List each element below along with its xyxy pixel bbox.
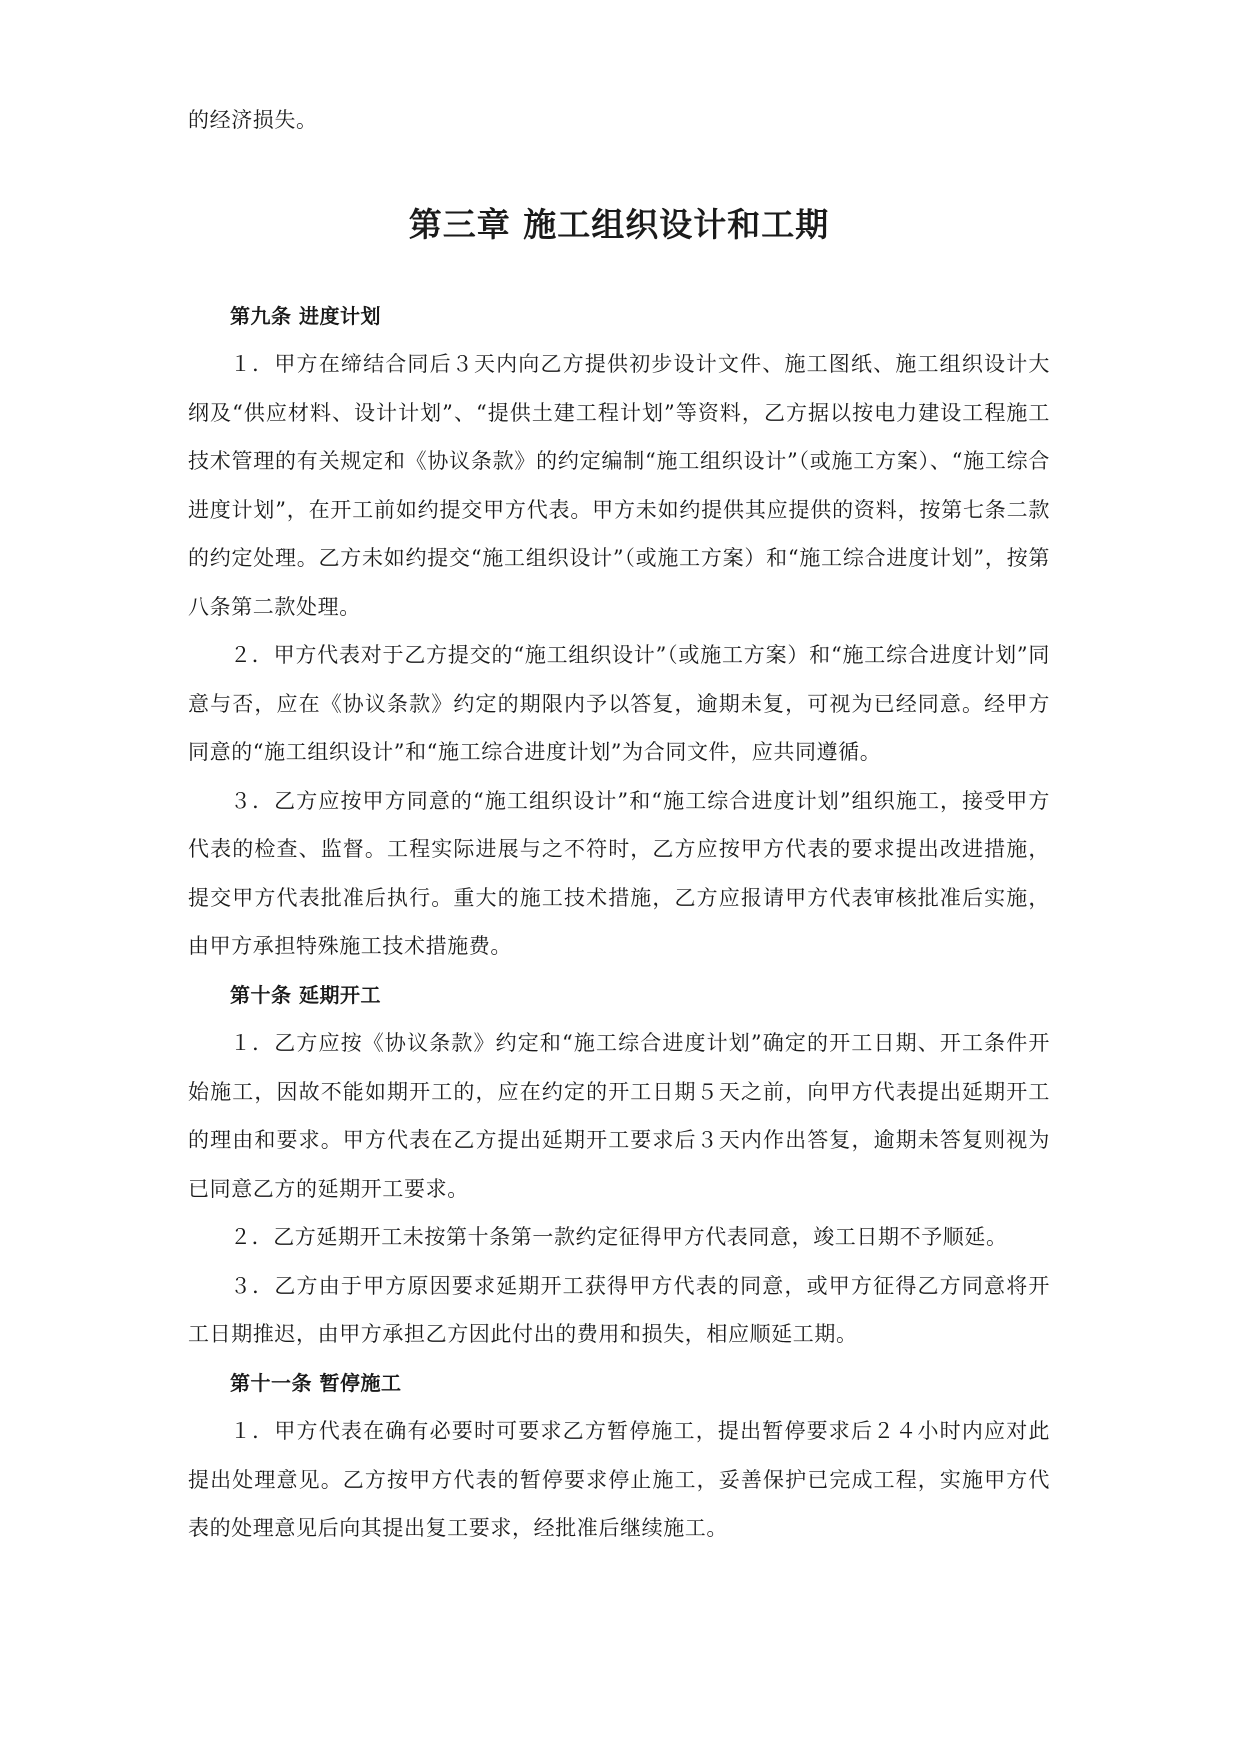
article-heading: 第十条 延期开工 [230, 982, 381, 1007]
article-heading: 第十一条 暂停施工 [230, 1370, 402, 1395]
article-paragraph: ３．乙方应按甲方同意的“施工组织设计”和“施工综合进度计划”组织施工，接受甲方代表的检查、监督。工程实际进展与之不符时，乙方应按甲方代表的要求提出改进措施，提交甲方代表批准后执行。重大的施工技术措施，乙方应报请甲方代表审核批准后实施，由甲方承担特殊施工技术措施费。 [188, 788, 1050, 958]
section-article-11 [188, 1359, 1050, 1553]
article-paragraph: ３．乙方由于甲方原因要求延期开工获得甲方代表的同意，或甲方征得乙方同意将开工日期推迟，由甲方承担乙方因此付出的费用和损失，相应顺延工期。 [188, 1273, 1050, 1346]
article-paragraph: ２．乙方延期开工未按第十条第一款约定征得甲方代表同意，竣工日期不予顺延。 [230, 1225, 1008, 1249]
article-paragraph: ２．甲方代表对于乙方提交的“施工组织设计”（或施工方案）和“施工综合进度计划”同意与否，应在《协议条款》约定的期限内予以答复，逾期未复，可视为已经同意。经甲方同意的“施工组织设计”和“施工综合进度计划”为合同文件，应共同遵循。 [188, 643, 1050, 764]
chapter-title: 第三章 施工组织设计和工期 [408, 204, 830, 244]
continued-text: 的经济损失。 [188, 108, 318, 132]
article-heading: 第九条 进度计划 [230, 303, 381, 328]
article-paragraph: １．甲方代表在确有必要时可要求乙方暂停施工，提出暂停要求后２４小时内应对此提出处理意见。乙方按甲方代表的暂停要求停止施工，妥善保护已完成工程，实施甲方代表的处理意见后向其提出复工要求，经批准后继续施工。 [188, 1419, 1050, 1540]
section-article-9 [188, 292, 1050, 971]
section-article-10 [188, 971, 1050, 1359]
document-page [188, 96, 1050, 1553]
article-paragraph: １．甲方在缔结合同后３天内向乙方提供初步设计文件、施工图纸、施工组织设计大纲及“供应材料、设计计划”、“提供土建工程计划”等资料，乙方据以按电力建设工程施工技术管理的有关规定和《协议条款》的约定编制“施工组织设计”（或施工方案）、“施工综合进度计划”，在开工前如约提交甲方代表。甲方未如约提供其应提供的资料，按第七条二款的约定处理。乙方未如约提交“施工组织设计”（或施工方案）和“施工综合进度计划”，按第八条第二款处理。 [188, 352, 1050, 619]
article-paragraph: １．乙方应按《协议条款》约定和“施工综合进度计划”确定的开工日期、开工条件开始施工，因故不能如期开工的，应在约定的开工日期５天之前，向甲方代表提出延期开工的理由和要求。甲方代表在乙方提出延期开工要求后３天内作出答复，逾期未答复则视为已同意乙方的延期开工要求。 [188, 1031, 1050, 1201]
